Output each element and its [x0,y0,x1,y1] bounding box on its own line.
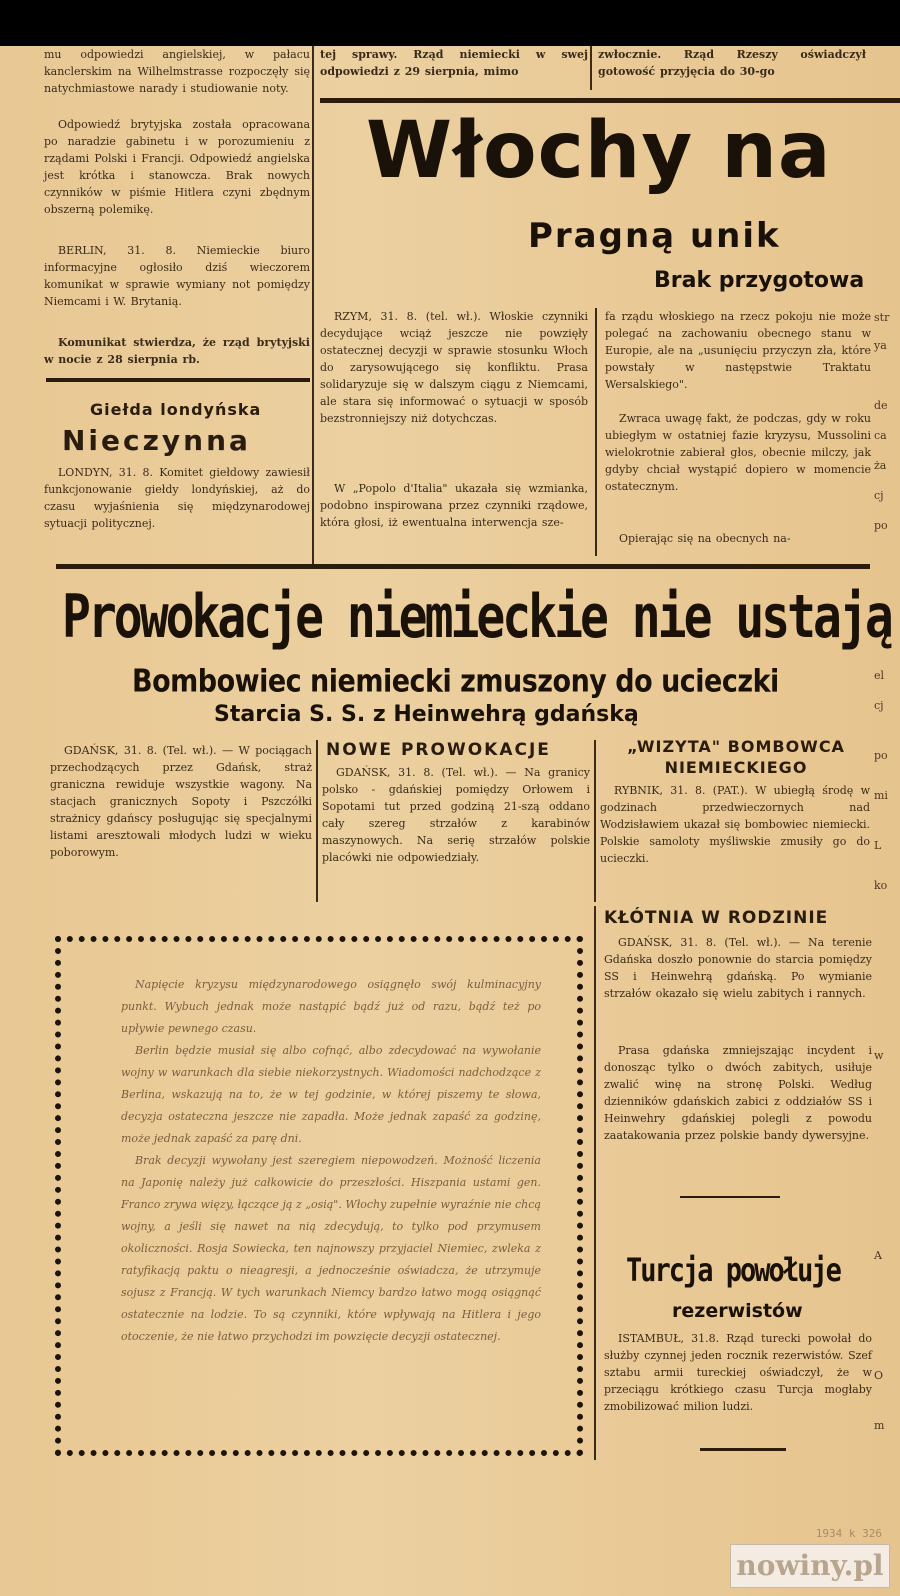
gielda-kicker: Giełda londyńska [90,400,262,419]
right-edge-fragment: A [874,1249,882,1262]
right-edge-fragment: el [874,669,885,682]
archive-stamp: 1934 k 326 [815,1527,882,1540]
section-rule [56,564,870,569]
turcja-subhead: rezerwistów [672,1300,803,1322]
turcja-headline: Turcja powołuje [626,1252,840,1290]
prowokacje-headline: Prowokacje niemieckie nie ustają [62,582,891,652]
col1-paragraph-3: Komunikat stwierdza, że rząd brytyjski w nocie z 28 sierpnia rb. [44,336,310,366]
wlochy-text-right-2: Zwraca uwagę fakt, że podczas, gdy w roku ubiegłym w ostatniej fazie kryzysu, Mussolini wielokrotnie zabierał głos, obecnie milczy, jak gdyby chciał wystąpić dopiero w momencie ostatecznym. [605,412,871,493]
editorial-box [55,936,583,1456]
col1-paragraph-1: Odpowiedź brytyjska została opracowana po naradzie gabinetu i w porozumieniu z rządami Polski i Francji. Odpowiedź angielska jest krótka i stanowcza. Brak nowych czynników w piśmie Hitlera czyni zbędnym obszerną polemikę. [44,118,310,216]
wlochy-headline: Włochy na [366,106,832,196]
wlochy-deck: Brak przygotowa [654,268,865,293]
right-edge-fragment: m [874,1419,885,1432]
right-edge-fragment: ża [874,459,887,472]
col1-paragraph-2: BERLIN, 31. 8. Niemieckie biuro informacyjne ogłosiło dziś wieczorem komunikat w sprawie wymiany not pomiędzy Niemcami i W. Brytanią. [44,244,310,308]
newspaper-page [0,46,900,1596]
wizyta-bombowca-text: RYBNIK, 31. 8. (PAT.). W ubiegłą środę w godzinach przedwieczornych nad Wodzisławiem ukazał się bombowiec niemiecki. Polskie samoloty myśliwskie zmusiły go do ucieczki. [600,784,870,865]
col1-top-text: mu odpowiedzi angielskiej, w pałacu kanclerskim na Wilhelmstrasse rozpoczęły się natychmiastowe narady i studiowanie noty. [44,48,310,95]
editorial-paragraph-2: Berlin będzie musiał się albo cofnąć, albo zdecydować na wywołanie wojny w warunkach dla siebie niekorzystnych. Wiadomości nadchodzące z Berlina, wskazują na to, że w tej godzinie, w której piszemy te słowa, decyzja ostateczna jeszcze nie zapadła. Może jednak zapaść za godzinę, może jednak zapaść za parę dni. [121,1044,541,1145]
klotnia-text: GDAŃSK, 31. 8. (Tel. wł.). — Na terenie Gdańska doszło ponownie do starcia pomiędzy SS i Heinwehrą gdańską. Po wymianie strzałów okazało się wielu zabitych i rannych. [604,936,872,1000]
watermark-logo: nowiny.pl [730,1544,890,1588]
right-edge-fragment: mi [874,789,888,802]
column-divider [312,46,314,566]
right-edge-fragment: po [874,519,888,532]
right-edge-fragment: cj [874,699,884,712]
col3-top-text: zwłocznie. Rząd Rzeszy oświadczył gotowość przyjęcia do 30-go [598,48,866,78]
wizyta-bombowca-head: „WIZYTA" BOMBOWCA NIEMIECKIEGO [627,737,845,777]
wlochy-text-right-3: Opierając się na obecnych na- [619,532,791,545]
short-rule [700,1448,786,1451]
wlochy-subhead: Pragną unik [528,216,781,256]
short-rule [680,1196,780,1198]
editorial-text [121,974,541,1348]
gielda-text: LONDYN, 31. 8. Komitet giełdowy zawiesił funkcjonowanie giełdy londyńskiej, aż do czasu wyjaśnienia się międzynarodowej sytuacji politycznej. [44,466,310,530]
column-divider [594,906,596,1460]
wlochy-text-left: RZYM, 31. 8. (tel. wł.). Włoskie czynniki decydujące wciąż jeszcze nie powzięły ostatecznej decyzji w sprawie stosunku Włoch do zarysowującego się konfliktu. Prasa solidaryzuje się w dalszym ciągu z Niemcami, ale stara się informować o sytuacji w sposób bezstronniejszy niż dotychczas. [320,310,588,425]
section-rule [320,98,900,103]
right-edge-fragment: de [874,399,888,412]
editorial-paragraph-1: Napięcie kryzysu międzynarodowego osiągnęło swój kulminacyjny punkt. Wybuch jednak może nastąpić bądź już od razu, bądź też po upływie pewnego czasu. [121,978,541,1035]
klotnia-text-2: Prasa gdańska zmniejszając incydent i donosząc tylko o dwóch zabitych, usiłuje zwalić winę na stronę Polski. Według dzienników gdańskich zabici z oddziałów SS i Heinwehry gdańskiej polegli z powodu zaatakowania przez polskie bandy dywersyjne. [604,1044,872,1142]
wlochy-text-right: fa rządu włoskiego na rzecz pokoju nie może polegać na zachowaniu obecnego stanu w Europie, ale na „usunięciu przyczyn zła, które powstały w następstwie Traktatu Wersalskiego". [605,310,871,391]
top-black-bar [0,0,900,46]
column-divider [316,740,318,902]
klotnia-head: KŁÓTNIA W RODZINIE [604,908,829,928]
right-edge-fragment: ya [874,339,887,352]
col2-top-text: tej sprawy. Rząd niemiecki w swej odpowiedzi z 29 sierpnia, mimo [320,48,588,78]
right-edge-fragment: cj [874,489,884,502]
column-divider [595,308,597,556]
nowe-prowokacje-text: GDAŃSK, 31. 8. (Tel. wł.). — Na granicy polsko - gdańskiej pomiędzy Orłowem i Sopotami tut przed godziną 21-szą oddano cały szereg strzałów z karabinów maszynowych. Na serię strzałów polskie placówki nie odpowiedziały. [322,766,590,864]
prowokacje-subhead: Bombowiec niemiecki zmuszony do ucieczki [132,664,779,700]
right-edge-fragment: L [874,839,882,852]
right-edge-fragment: po [874,749,888,762]
prowokacje-subhead-2: Starcia S. S. z Heinwehrą gdańską [214,702,639,727]
section-rule [46,378,310,382]
right-edge-fragment: ca [874,429,887,442]
right-edge-fragment: ko [874,879,888,892]
column-divider [590,46,592,90]
right-edge-fragment: w [874,1049,884,1062]
right-edge-fragment: str [874,311,890,324]
gielda-headline: Nieczynna [62,424,251,457]
wlochy-text-left-2: W „Popolo d'Italia" ukazała się wzmianka, podobno inspirowana przez czynniki rządowe, która głosi, iż ewentualna interwencja sze- [320,482,588,529]
prowokacje-col1-text: GDAŃSK, 31. 8. (Tel. wł.). — W pociągach przechodzących przez Gdańsk, straż graniczna rewiduje wszystkie wagony. Na stacjach granicznych Sopoty i Pszczółki strażnicy gdańscy posługując się specjalnymi listami aresztowali młodych ludzi w wieku poborowym. [50,744,312,859]
column-divider [594,740,596,902]
turcja-text: ISTAMBUŁ, 31.8. Rząd turecki powołał do służby czynnej jeden rocznik rezerwistów. Szef sztabu armii tureckiej oświadczył, że w przeciągu krótkiego czasu Turcja mogłaby zmobilizować milion ludzi. [604,1332,872,1413]
editorial-paragraph-3: Brak decyzji wywołany jest szeregiem niepowodzeń. Możność liczenia na Japonię należy już całkowicie do przeszłości. Hiszpania ustami gen. Franco zrywa więzy, łączące ją z „osią". Włochy zupełnie wyraźnie nie chcą wojny, a jeśli się nawet na nią zdecydują, to tylko pod przymusem okoliczności. Rosja Sowiecka, ten najnowszy przyjaciel Niemiec, zwleka z ratyfikacją paktu o nieagresji, a jednocześnie oświadcza, że utrzymuje sojusz z Francją. W tych warunkach Niemcy bardzo łatwo mogą osiągnąć ostatecznie na lodzie. To są czynniki, które wpływają na Hitlera i jego otoczenie, że nie łatwo przychodzi im powzięcie decyzji ostatecznej. [121,1154,541,1343]
right-edge-fragment: O [874,1369,884,1382]
nowe-prowokacje-head: NOWE PROWOKACJE [326,740,551,760]
